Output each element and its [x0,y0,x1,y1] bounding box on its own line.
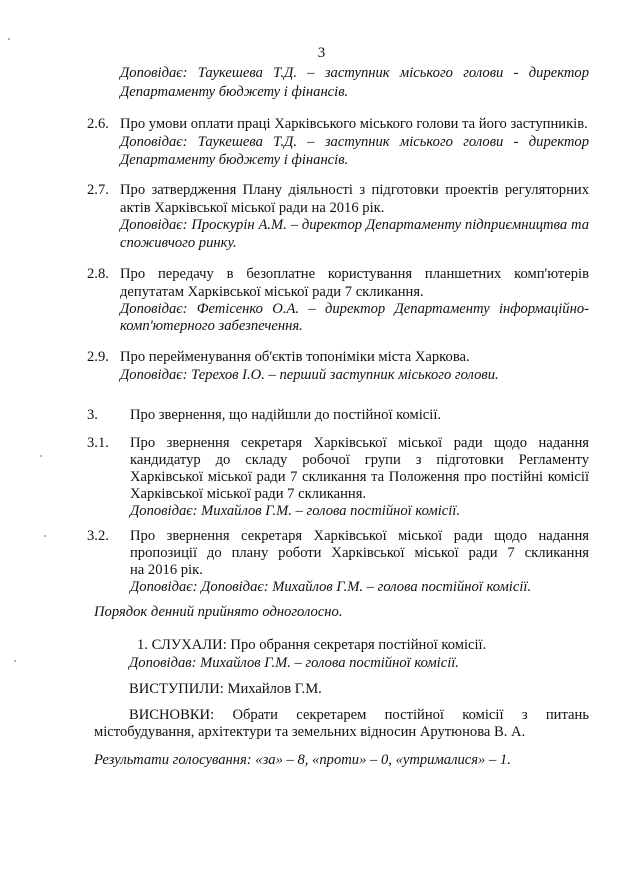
item-title-cont: актів Харківської міської ради на 2016 рік. [120,200,385,216]
item-title: Про звернення секретаря Харківської міської ради щодо надання [130,528,589,544]
scan-speck [14,660,16,662]
item-title-cont: на 2016 рік. [130,562,203,578]
intro-line-1: Доповідає: Таукешева Т.Д. – заступник міського голови - директор [120,65,589,81]
vote-results: Результати голосування: «за» – 8, «проти» – 0, «утрималися» – 1. [94,752,511,768]
section-title: Про звернення, що надійшли до постійної комісії. [130,407,442,423]
agenda-adopted: Порядок денний прийнято одноголосно. [94,604,343,620]
item-number: 2.9. [87,349,109,365]
item-number: 2.6. [87,116,109,132]
item-title: Про звернення секретаря Харківської міської ради щодо надання [130,435,589,451]
item-title: Про передачу в безоплатне користування планшетних комп'ютерів [120,266,589,282]
item-title: Про умови оплати праці Харківського міського голови та його заступників. [120,116,588,132]
conclusions-line-2: містобудування, архітектури та земельних відносин Арутюнова В. А. [94,724,526,740]
item-title-cont: кандидатур до складу робочої групи з підготовки Регламенту [130,452,589,468]
item-speaker-cont: споживчого ринку. [120,235,237,251]
item-title-cont: пропозиції до плану роботи Харківської міської ради 7 скликання [130,545,589,561]
item-title: Про перейменування об'єктів топоніміки міста Харкова. [120,349,470,365]
item-speaker: Доповідає: Фетісенко О.А. – директор Департаменту інформаційно- [120,301,589,317]
item-number: 2.8. [87,266,109,282]
item-speaker: Доповідає: Михайлов Г.М. – голова постійної комісії. [130,503,460,519]
intro-line-2: Департаменту бюджету і фінансів. [120,84,349,100]
conclusions-line-1: ВИСНОВКИ: Обрати секретарем постійної комісії з питань [129,707,589,723]
item-title: Про затвердження Плану діяльності з підготовки проектів регуляторних [120,182,589,198]
page-number: 3 [317,45,326,61]
heard-speaker: Доповідав: Михайлов Г.М. – голова постійної комісії. [129,655,459,671]
item-speaker-cont: комп'ютерного забезпечення. [120,318,303,334]
heard-line: 1. СЛУХАЛИ: Про обрання секретаря постійної комісії. [137,637,487,653]
scan-speck [44,535,46,537]
item-speaker: Доповідає: Доповідає: Михайлов Г.М. – голова постійної комісії. [130,579,532,595]
item-title-cont: Харківської міської ради 7 скликання та Положення про постійні комісії [130,469,589,485]
item-number: 2.7. [87,182,109,198]
item-title-cont: депутатам Харківської міської ради 7 скликання. [120,284,424,300]
item-title-cont: Харківської міської ради 7 скликання. [130,486,367,502]
scan-speck [8,38,10,40]
item-speaker: Доповідає: Таукешева Т.Д. – заступник міського голови - директор [120,134,589,150]
item-speaker: Доповідає: Терехов І.О. – перший заступник міського голови. [120,367,499,383]
item-speaker: Доповідає: Проскурін А.М. – директор Департаменту підприємництва та [120,217,589,233]
spoke-line: ВИСТУПИЛИ: Михайлов Г.М. [129,681,322,697]
item-speaker-cont: Департаменту бюджету і фінансів. [120,152,349,168]
item-number: 3.2. [87,528,109,544]
section-number: 3. [87,407,98,423]
item-number: 3.1. [87,435,109,451]
scan-speck [40,455,42,457]
